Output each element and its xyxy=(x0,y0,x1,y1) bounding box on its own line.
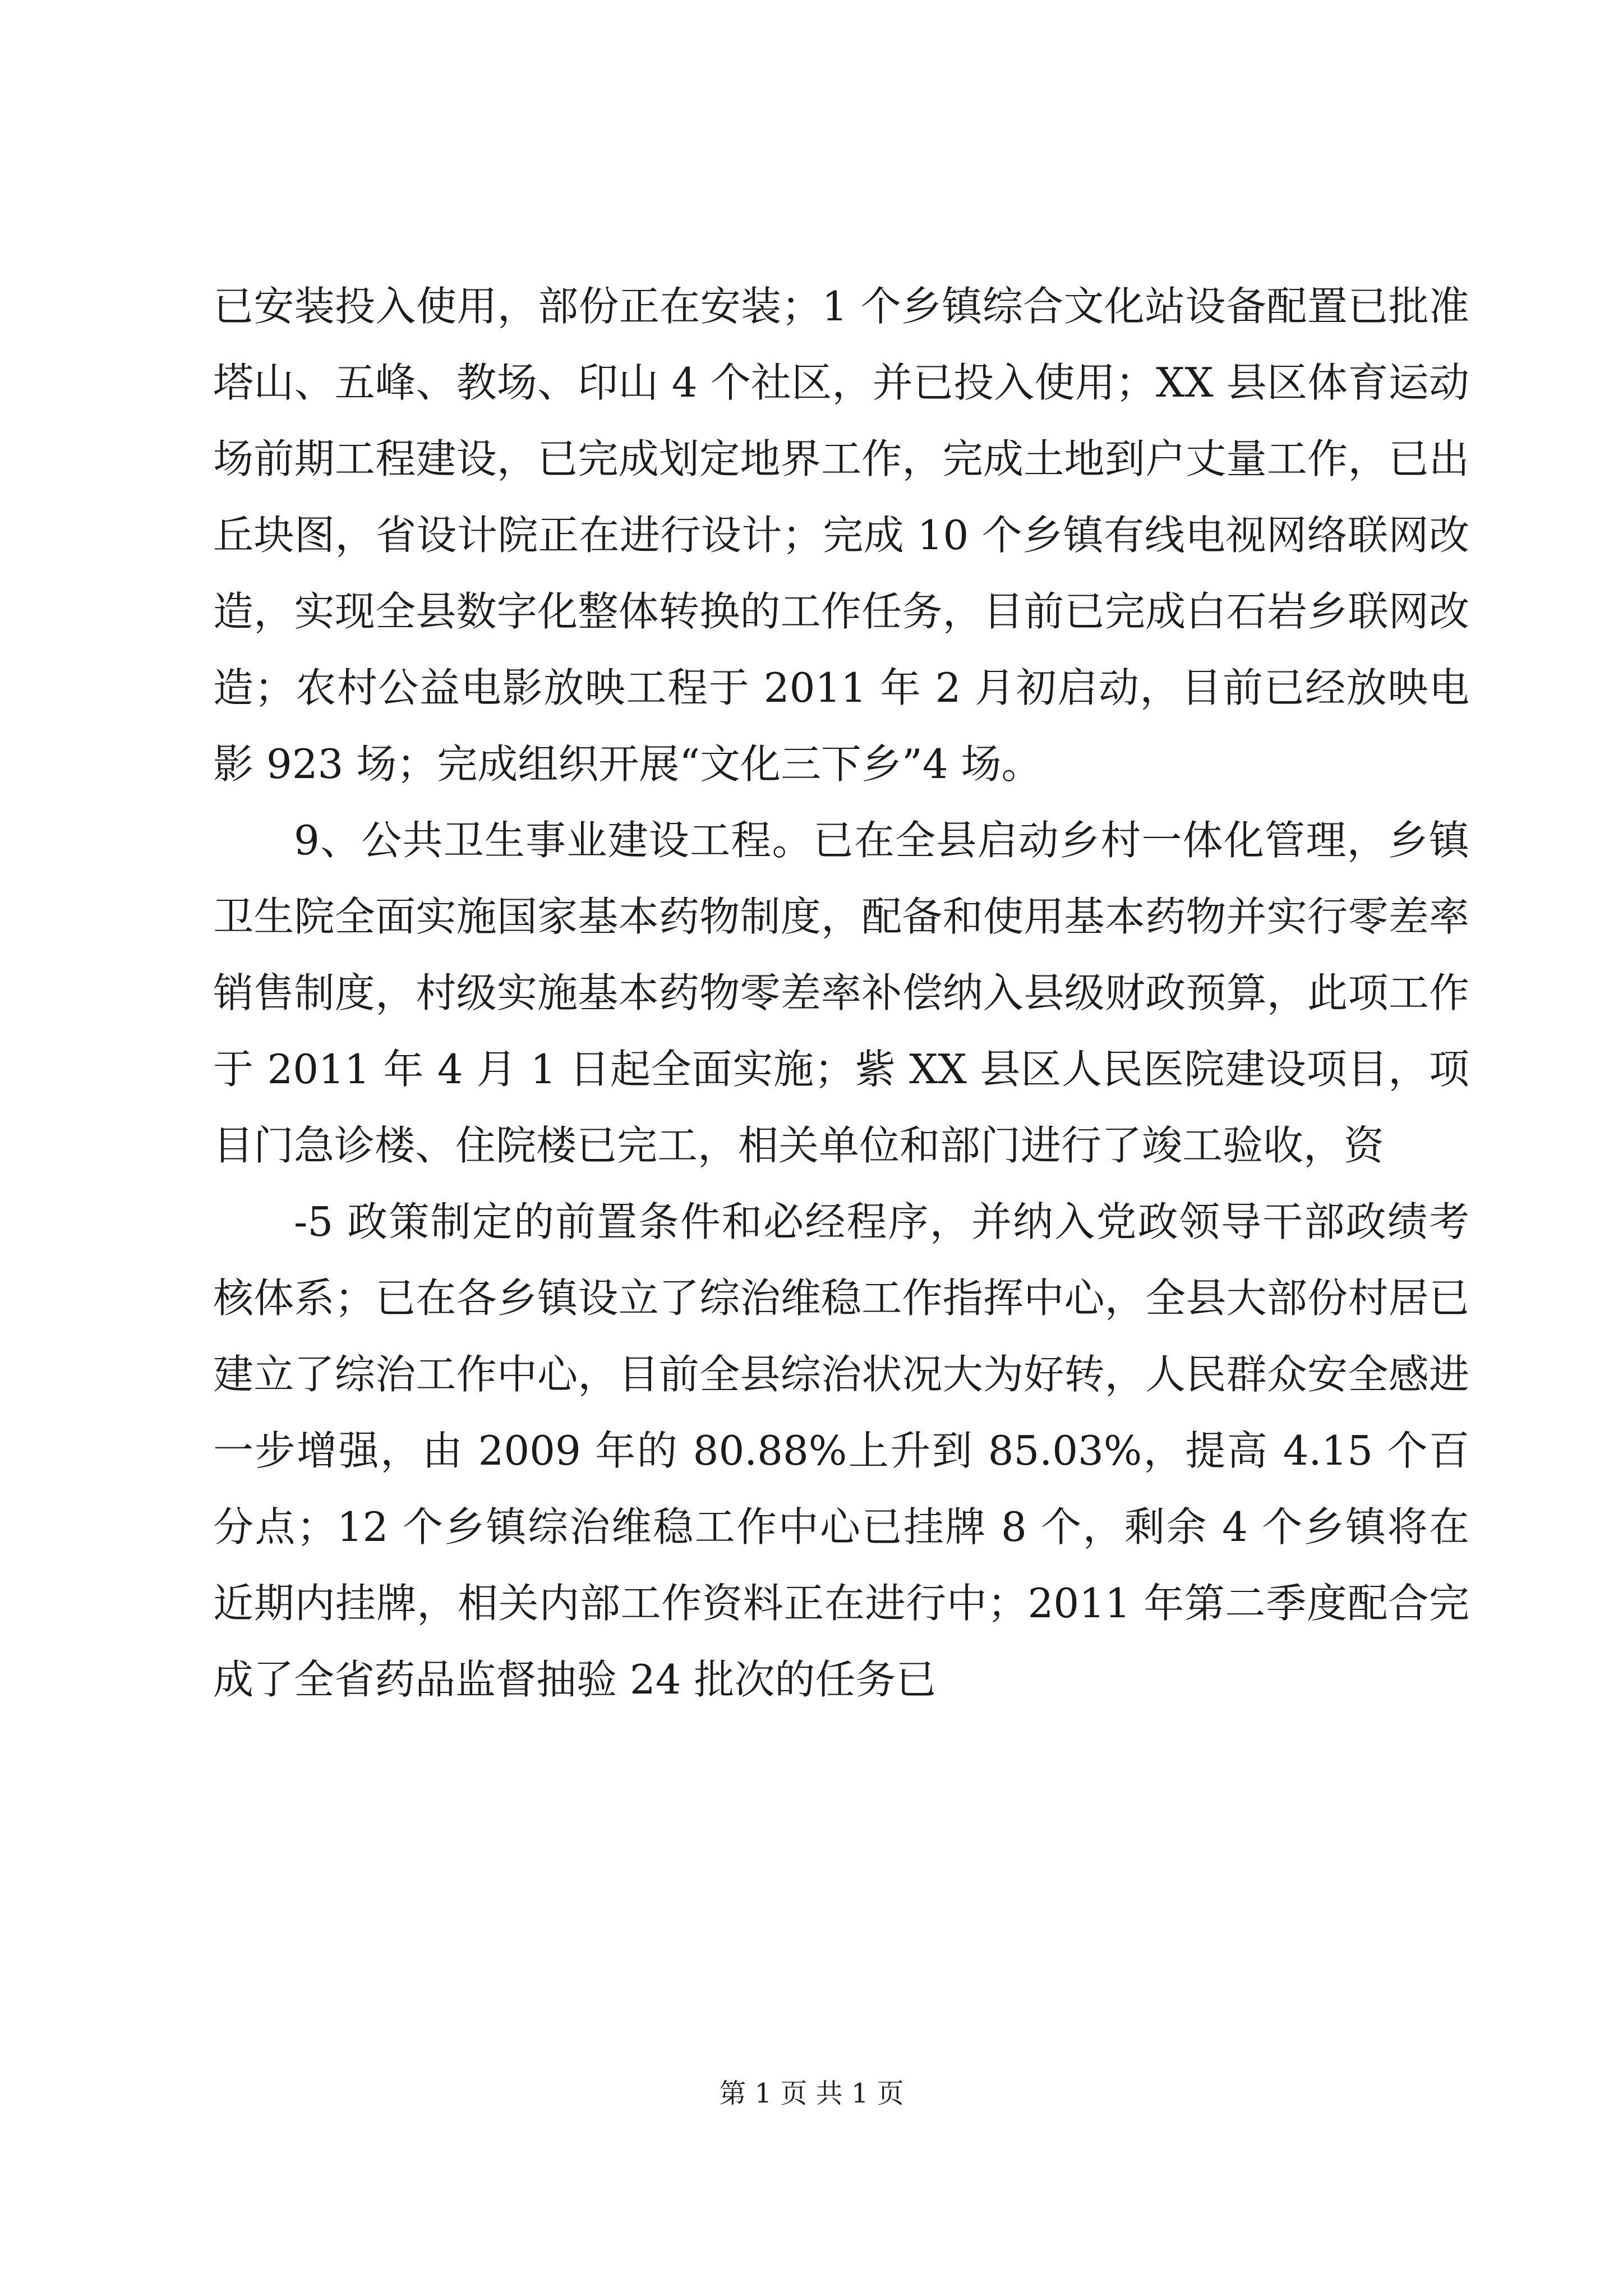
paragraph-public-health: 9、公共卫生事业建设工程。已在全县启动乡村一体化管理，乡镇卫生院全面实施国家基本药物制度，配备和使用基本药物并实行零差率销售制度，村级实施基本药物零差率补偿纳入县级财政预算，此项工作于 2011 年 4 月 1 日起全面实施；紫 XX 县区人民医院建设项目，项目门急诊楼、住院楼已完工，相关单位和部门进行了竣工验收，资 xyxy=(213,817,1469,1169)
page-footer: 第 1 页 共 1 页 xyxy=(719,2078,904,2109)
paragraph-culture-projects: 已安装投入使用，部份正在安装；1 个乡镇综合文化站设备配置已批准塔山、五峰、教场、印山 4 个社区，并已投入使用；XX 县区体育运动场前期工程建设，已完成划定地界工作，完成土地到户丈量工作，已出丘块图，省设计院正在进行设计；完成 10 个乡镇有线电视网络联网改造，实现全县数字化整体转换的工作任务，目前已完成白石岩乡联网改造；农村公益电影放映工程于 2011 年 2 月初启动，目前已经放映电影 923 场；完成组织开展“文化三下乡”4 场。 xyxy=(213,283,1469,788)
paragraph-policy-security: -5 政策制定的前置条件和必经程序，并纳入党政领导干部政绩考核体系；已在各乡镇设立了综治维稳工作指挥中心，全县大部份村居已建立了综治工作中心，目前全县综治状况大为好转，人民群众安全感进一步增强，由 2009 年的 80.88%上升到 85.03%，提高 4.15 个百分点；12 个乡镇综治维稳工作中心已挂牌 8 个，剩余 4 个乡镇将在近期内挂牌，相关内部工作资料正在进行中；2011 年第二季度配合完成了全省药品监督抽验 24 批次的任务已 xyxy=(213,1198,1469,1703)
document-body xyxy=(213,268,1469,1718)
